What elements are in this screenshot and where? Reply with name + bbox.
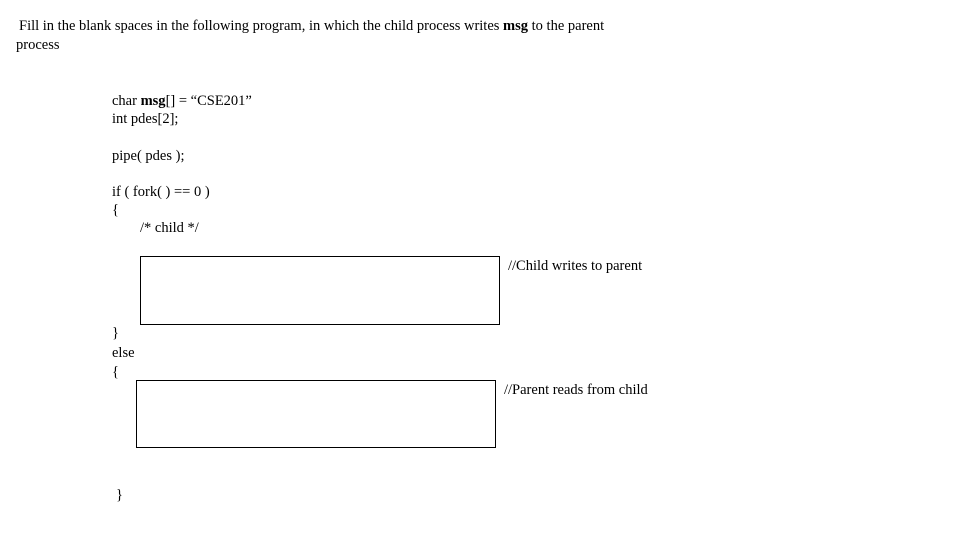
code-decl-msg-value: [] = “CSE201” [165,93,252,109]
instruction-msg-bold: msg [503,18,529,34]
code-open-brace-child: { [112,202,119,218]
instruction-line-2: process [16,37,60,53]
child-answer-box[interactable] [140,256,500,325]
code-close-brace-parent: } [116,487,123,503]
code-child-comment: /* child */ [140,220,199,236]
code-else: else [112,345,135,361]
code-decl-pdes: int pdes[2]; [112,111,179,127]
instruction-text-start: Fill in the blank spaces in the following program, in which the child process writes [19,18,504,34]
code-if-fork: if ( fork( ) == 0 ) [112,184,210,200]
instruction-line-1 [19,18,604,35]
instruction-text-end: to the parent [528,18,605,34]
code-decl-msg [112,93,252,110]
parent-blank-comment: //Parent reads from child [504,382,648,398]
code-decl-msg-type: char [112,93,141,109]
child-blank-comment: //Child writes to parent [508,258,643,274]
code-pipe-call: pipe( pdes ); [112,148,185,164]
code-decl-msg-name: msg [140,93,166,109]
code-open-brace-parent: { [112,364,119,380]
parent-answer-box[interactable] [136,380,496,448]
code-close-brace-child: } [112,325,119,341]
